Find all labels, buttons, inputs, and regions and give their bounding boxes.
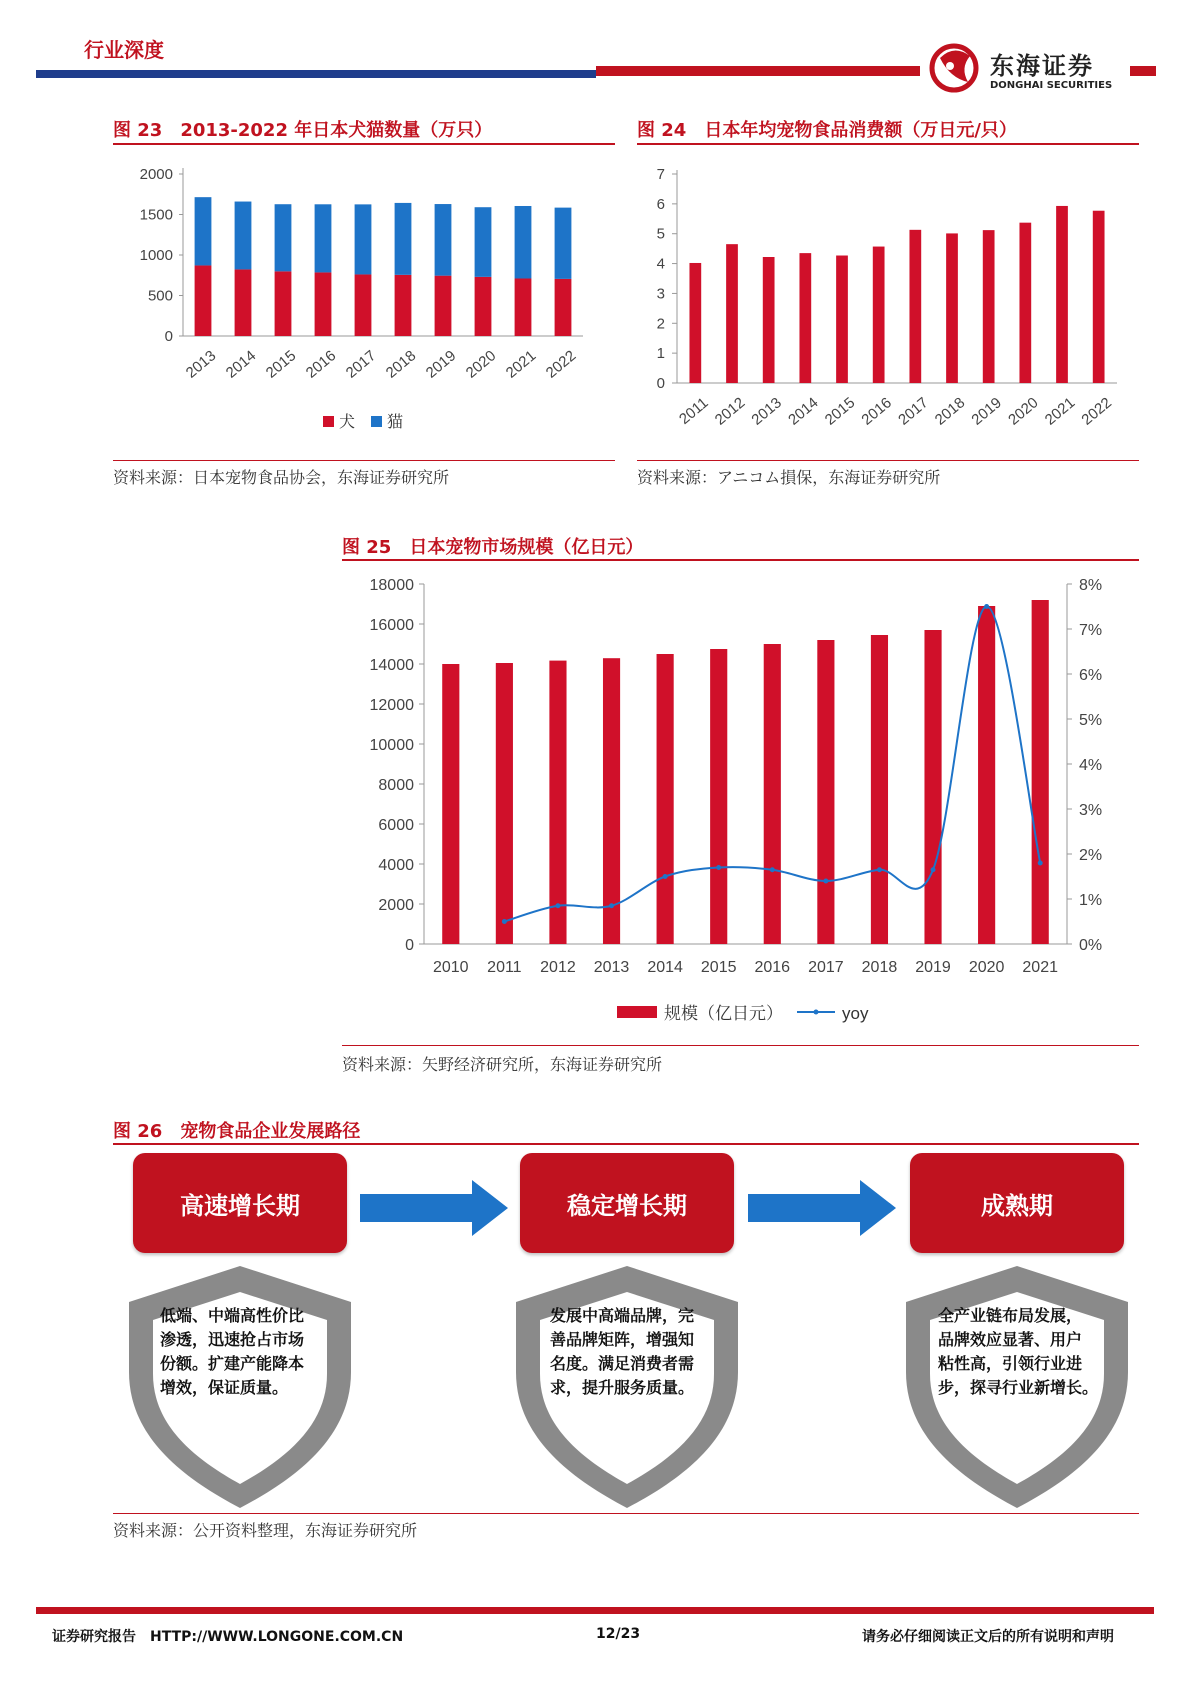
x-tick-label: 2020: [1005, 394, 1042, 429]
x-tick-label: 2016: [858, 394, 895, 429]
y2-tick-label: 5%: [1079, 712, 1103, 729]
bar: [873, 247, 885, 383]
x-tick-label: 2020: [968, 959, 1005, 976]
x-tick-label: 2015: [821, 394, 859, 429]
y2-tick-label: 7%: [1079, 622, 1103, 639]
bar-cat: [315, 204, 332, 272]
fig24-title-rule: [637, 143, 1139, 145]
bar: [763, 257, 775, 383]
y-tick-label: 6: [656, 195, 665, 213]
bar: [924, 630, 941, 944]
legend-swatch: [323, 416, 334, 427]
y-tick-label: 6000: [378, 817, 414, 834]
bar: [799, 253, 811, 383]
y-tick-label: 10000: [369, 737, 414, 754]
fig26-title-rule: [113, 1143, 1139, 1145]
bar: [978, 606, 995, 944]
yoy-point: [609, 903, 614, 908]
x-tick-label: 2018: [861, 959, 898, 976]
x-tick-label: 2013: [593, 959, 630, 976]
y-tick-label: 0: [164, 328, 173, 345]
x-tick-label: 2021: [502, 347, 540, 382]
stage-desc-line: 低端、中端高性价比: [160, 1306, 305, 1325]
x-tick-label: 2011: [487, 959, 522, 976]
y2-tick-label: 2%: [1079, 847, 1103, 864]
x-tick-label: 2020: [462, 347, 500, 382]
legend-label: 规模（亿日元）: [664, 1004, 783, 1023]
fig25-title-rule: [342, 559, 1139, 561]
arrow-right-icon: [360, 1180, 510, 1236]
bar-dog: [515, 278, 532, 336]
x-tick-label: 2019: [422, 347, 460, 382]
legend-swatch: [371, 416, 382, 427]
x-tick-label: 2017: [895, 394, 932, 429]
stage-desc-line: 名度。满足消费者需: [550, 1354, 695, 1373]
bar-cat: [475, 207, 492, 277]
stage-desc-line: 全产业链布局发展，: [938, 1306, 1083, 1325]
stage-desc-1: [160, 1304, 304, 1400]
y-tick-label: 12000: [369, 697, 414, 714]
fig24-source: 资料来源：アニコム損保，东海证券研究所: [637, 468, 941, 487]
y2-tick-label: 1%: [1079, 892, 1103, 909]
y-tick-label: 1000: [139, 247, 173, 264]
x-tick-label: 2014: [222, 347, 260, 382]
bar-dog: [435, 276, 452, 336]
bar-cat: [515, 206, 532, 278]
stage-desc-line: 粘性高，引领行业进: [938, 1354, 1083, 1373]
x-tick-label: 2016: [754, 959, 791, 976]
legend-marker: [814, 1010, 819, 1015]
x-tick-label: 2010: [432, 959, 469, 976]
bar: [909, 230, 921, 383]
bar: [726, 244, 738, 383]
y-tick-label: 0: [405, 937, 414, 954]
y-tick-label: 0: [656, 375, 665, 392]
x-tick-label: 2017: [342, 347, 380, 382]
bar-cat: [195, 197, 212, 265]
y-tick-label: 4000: [378, 857, 414, 874]
y2-tick-label: 6%: [1079, 667, 1103, 684]
bar-cat: [275, 204, 292, 271]
legend-label: 猫: [387, 414, 404, 431]
stage-desc-line: 渗透，迅速抢占市场: [160, 1330, 305, 1349]
fig25-source: 资料来源：矢野经济研究所，东海证券研究所: [342, 1055, 663, 1074]
yoy-point: [716, 865, 721, 870]
stage-box-2: 稳定增长期: [520, 1153, 734, 1253]
bar-cat: [555, 208, 572, 279]
x-tick-label: 2015: [700, 959, 737, 976]
stage-desc-line: 增效，保证质量。: [160, 1378, 289, 1397]
x-tick-label: 2021: [1041, 394, 1079, 429]
y-tick-label: 3: [656, 285, 665, 303]
x-tick-label: 2022: [542, 347, 580, 382]
y-tick-label: 18000: [369, 577, 414, 594]
bar-cat: [435, 204, 452, 276]
yoy-point: [823, 879, 828, 884]
bar-dog: [355, 274, 372, 336]
bar-dog: [315, 272, 332, 336]
bar-cat: [395, 203, 412, 275]
stage-desc-line: 发展中高端品牌，完: [550, 1306, 695, 1325]
fig23-source: 资料来源：日本宠物食品协会，东海证券研究所: [113, 468, 450, 487]
legend-label: yoy: [842, 1004, 869, 1023]
stage-desc-2: [550, 1304, 694, 1400]
fig26-source-rule: [113, 1513, 1139, 1514]
y-tick-label: 4: [656, 255, 665, 273]
fig25-title: 图 25 日本宠物市场规模（亿日元）: [342, 537, 644, 558]
bar: [1019, 223, 1031, 383]
x-tick-label: 2013: [182, 347, 220, 382]
yoy-point: [663, 874, 668, 879]
bar: [983, 230, 995, 383]
fig23-title: 图 23 2013-2022 年日本犬猫数量（万只）: [113, 120, 493, 141]
bar: [710, 649, 727, 944]
y-tick-label: 1500: [139, 206, 173, 224]
bar-dog: [475, 277, 492, 336]
fig26-title: 图 26 宠物食品企业发展路径: [113, 1121, 361, 1142]
bar-dog: [555, 279, 572, 336]
bar: [836, 256, 848, 383]
section-title: 行业深度: [84, 38, 164, 62]
bar: [657, 654, 674, 944]
fig25-source-rule: [342, 1045, 1139, 1046]
page-number: 12/23: [596, 1626, 641, 1642]
y-tick-label: 7: [656, 166, 665, 183]
bar-dog: [395, 275, 412, 336]
footer-rule: [36, 1607, 1154, 1614]
fig24-title: 图 24 日本年均宠物食品消费额（万日元/只）: [637, 120, 1017, 141]
y-tick-label: 5: [656, 225, 665, 243]
x-tick-label: 2015: [262, 347, 300, 382]
y-tick-label: 8000: [378, 777, 414, 794]
bar: [1032, 600, 1049, 944]
fig23-source-rule: [113, 460, 615, 461]
stage-desc-3: [938, 1304, 1098, 1400]
bar-dog: [195, 265, 212, 336]
bar: [817, 640, 834, 944]
fig25-chart: [342, 570, 1139, 1030]
footer-left: 证券研究报告 HTTP://WWW.LONGONE.COM.CN: [52, 1629, 404, 1645]
stage-desc-line: 份额。扩建产能降本: [160, 1354, 305, 1373]
logo-text-en: DONGHAI SECURITIES: [990, 80, 1113, 91]
stage-desc-line: 品牌效应显著、用户: [938, 1330, 1083, 1349]
arrow-right-icon: [748, 1180, 898, 1236]
x-tick-label: 2019: [915, 959, 951, 976]
bar: [496, 663, 513, 944]
bar: [1056, 206, 1068, 383]
x-tick-label: 2016: [302, 347, 340, 382]
y-tick-label: 2000: [378, 897, 414, 914]
y2-tick-label: 4%: [1079, 757, 1103, 774]
y2-tick-label: 8%: [1079, 577, 1103, 594]
x-tick-label: 2018: [931, 394, 969, 429]
bar-cat: [355, 204, 372, 274]
bar: [689, 263, 701, 383]
stage-desc-line: 求，提升服务质量。: [550, 1378, 695, 1397]
yoy-point: [877, 867, 882, 872]
x-tick-label: 2014: [647, 959, 683, 976]
yoy-point: [984, 604, 989, 609]
y-tick-label: 1: [656, 345, 665, 363]
x-tick-label: 2011: [675, 394, 712, 428]
x-tick-label: 2018: [382, 347, 420, 382]
x-tick-label: 2017: [808, 959, 844, 976]
yoy-point: [1038, 861, 1043, 866]
bar-cat: [235, 202, 252, 270]
bar: [764, 644, 781, 944]
fig26-source: 资料来源：公开资料整理，东海证券研究所: [113, 1521, 418, 1540]
stage-desc-line: 善品牌矩阵，增强知: [550, 1330, 695, 1349]
y-tick-label: 500: [147, 287, 173, 305]
x-tick-label: 2014: [785, 394, 822, 429]
legend-swatch: [617, 1006, 657, 1018]
stage-box-1: 高速增长期: [133, 1153, 347, 1253]
fig24-chart: [637, 150, 1139, 450]
y-tick-label: 16000: [369, 617, 414, 634]
y-tick-label: 2000: [139, 166, 173, 183]
bar: [603, 658, 620, 944]
x-tick-label: 2012: [711, 394, 749, 429]
y2-tick-label: 0%: [1079, 937, 1103, 954]
bar: [1093, 211, 1105, 383]
bar: [946, 233, 958, 383]
bar-dog: [235, 269, 252, 336]
yoy-point: [931, 867, 936, 872]
dragon-logo-icon: [920, 38, 990, 98]
yoy-point: [555, 903, 560, 908]
stage-desc-line: 步，探寻行业新增长。: [938, 1378, 1099, 1397]
y2-tick-label: 3%: [1079, 802, 1103, 819]
fig23-chart: [113, 150, 615, 450]
yoy-point: [770, 867, 775, 872]
stage-box-3: 成熟期: [910, 1153, 1124, 1253]
bar: [871, 635, 888, 944]
legend-label: 犬: [339, 414, 356, 431]
x-tick-label: 2019: [968, 394, 1005, 429]
yoy-point: [502, 919, 507, 924]
x-tick-label: 2012: [540, 959, 576, 976]
bar: [549, 661, 566, 944]
fig23-title-rule: [113, 143, 615, 145]
footer-disclaimer: 请务必仔细阅读正文后的所有说明和声明: [862, 1629, 1114, 1645]
bar: [442, 664, 459, 944]
x-tick-label: 2013: [748, 394, 785, 429]
x-tick-label: 2021: [1022, 959, 1059, 976]
x-tick-label: 2022: [1078, 394, 1115, 429]
logo-text-cn: 东海证券: [990, 52, 1094, 80]
fig24-source-rule: [637, 460, 1139, 461]
y-tick-label: 14000: [369, 657, 414, 674]
y-tick-label: 2: [656, 315, 665, 333]
bar-dog: [275, 271, 292, 336]
header-bar-blue: [36, 70, 596, 78]
